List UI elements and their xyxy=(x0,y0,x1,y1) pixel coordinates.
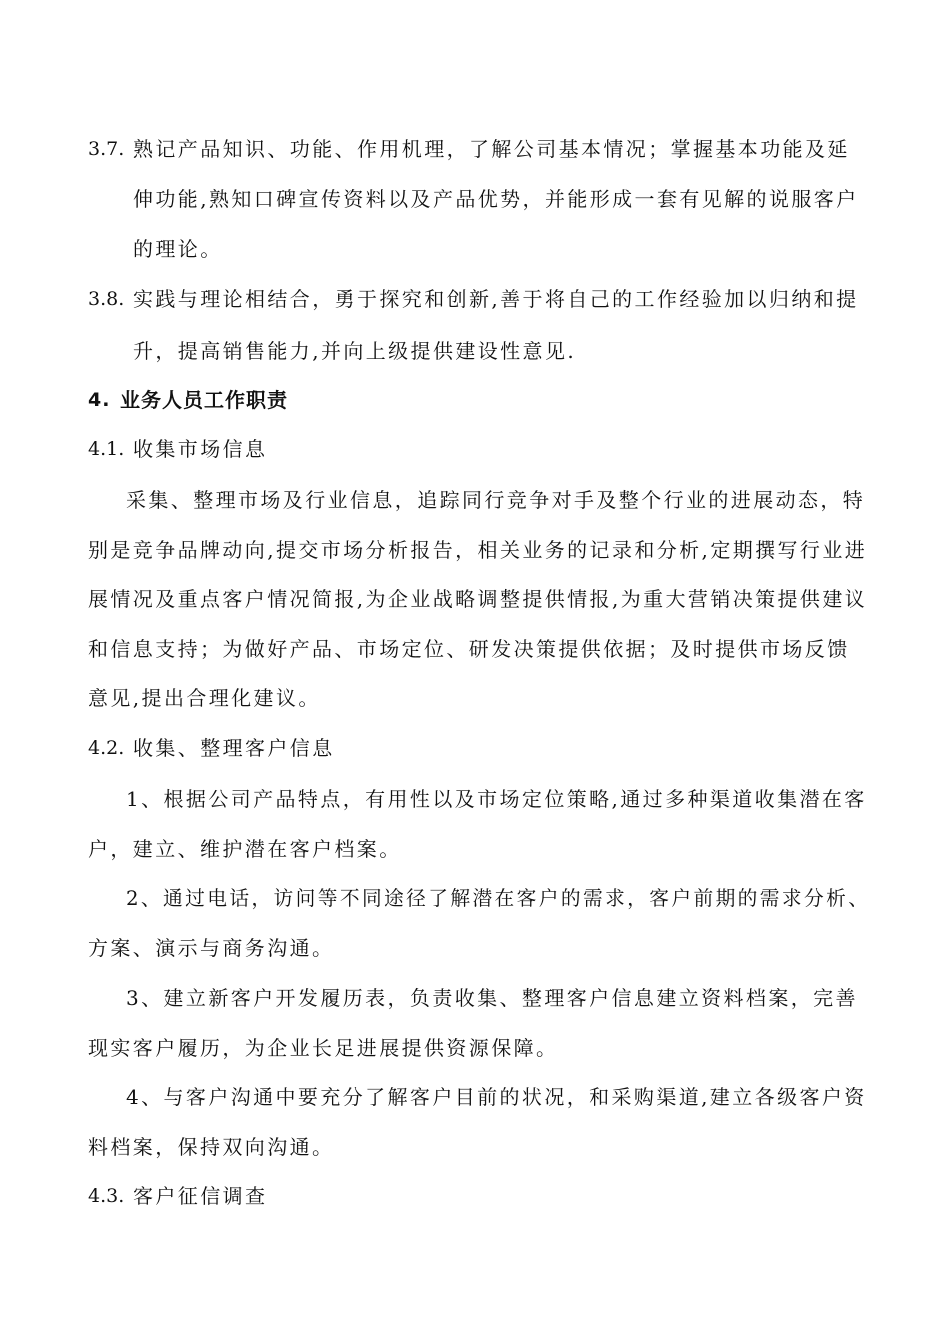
section-number: 3.8. xyxy=(88,288,125,310)
paragraph-line: 1、根据公司产品特点，有用性以及市场定位策略,通过多种渠道收集潜在客 xyxy=(126,787,867,811)
section-number: 4.3. xyxy=(88,1185,125,1207)
paragraph-line: 伸功能,熟知口碑宣传资料以及产品优势，并能形成一套有见解的说服客户 xyxy=(133,187,859,211)
paragraph-line: 户，建立、维护潜在客户档案。 xyxy=(88,837,402,861)
paragraph-line: 熟记产品知识、功能、作用机理，了解公司基本情况；掌握基本功能及延 xyxy=(133,137,850,161)
paragraph-line: 现实客户履历，为企业长足进展提供资源保障。 xyxy=(88,1036,559,1060)
paragraph-line: 展情况及重点客户情况简报,为企业战略调整提供情报,为重大营销决策提供建议 xyxy=(88,587,868,611)
paragraph-line: 4、与客户沟通中要充分了解客户目前的状况，和采购渠道,建立各级客户资 xyxy=(126,1085,867,1109)
section-title: 业务人员工作职责 xyxy=(120,388,288,412)
section-number: 3.7. xyxy=(88,138,125,160)
paragraph-line: 意见,提出合理化建议。 xyxy=(88,686,321,710)
section-title: 收集、整理客户信息 xyxy=(133,736,335,760)
section-title: 收集市场信息 xyxy=(133,437,268,461)
paragraph-line: 3、建立新客户开发履历表，负责收集、整理客户信息建立资料档案，完善 xyxy=(126,986,858,1010)
paragraph-line: 和信息支持；为做好产品、市场定位、研发决策提供依据；及时提供市场反馈 xyxy=(88,637,850,661)
paragraph-line: 别是竞争品牌动向,提交市场分析报告，相关业务的记录和分析,定期撰写行业进 xyxy=(88,538,868,562)
section-number: 4.1. xyxy=(88,438,125,460)
section-number: 4. xyxy=(88,389,111,411)
paragraph-line: 实践与理论相结合，勇于探究和创新,善于将自己的工作经验加以归纳和提 xyxy=(133,287,859,311)
paragraph-line: 料档案，保持双向沟通。 xyxy=(88,1135,335,1159)
paragraph-line: 方案、演示与商务沟通。 xyxy=(88,936,335,960)
paragraph-line: 2、通过电话，访问等不同途径了解潜在客户的需求，客户前期的需求分析、 xyxy=(126,886,871,910)
paragraph-line: 的理论。 xyxy=(133,237,223,261)
paragraph-line: 采集、整理市场及行业信息，追踪同行竞争对手及整个行业的进展动态，特 xyxy=(126,488,866,512)
section-title: 客户征信调查 xyxy=(133,1184,268,1208)
section-number: 4.2. xyxy=(88,737,125,759)
paragraph-line: 升，提高销售能力,并向上级提供建设性意见. xyxy=(133,339,577,363)
